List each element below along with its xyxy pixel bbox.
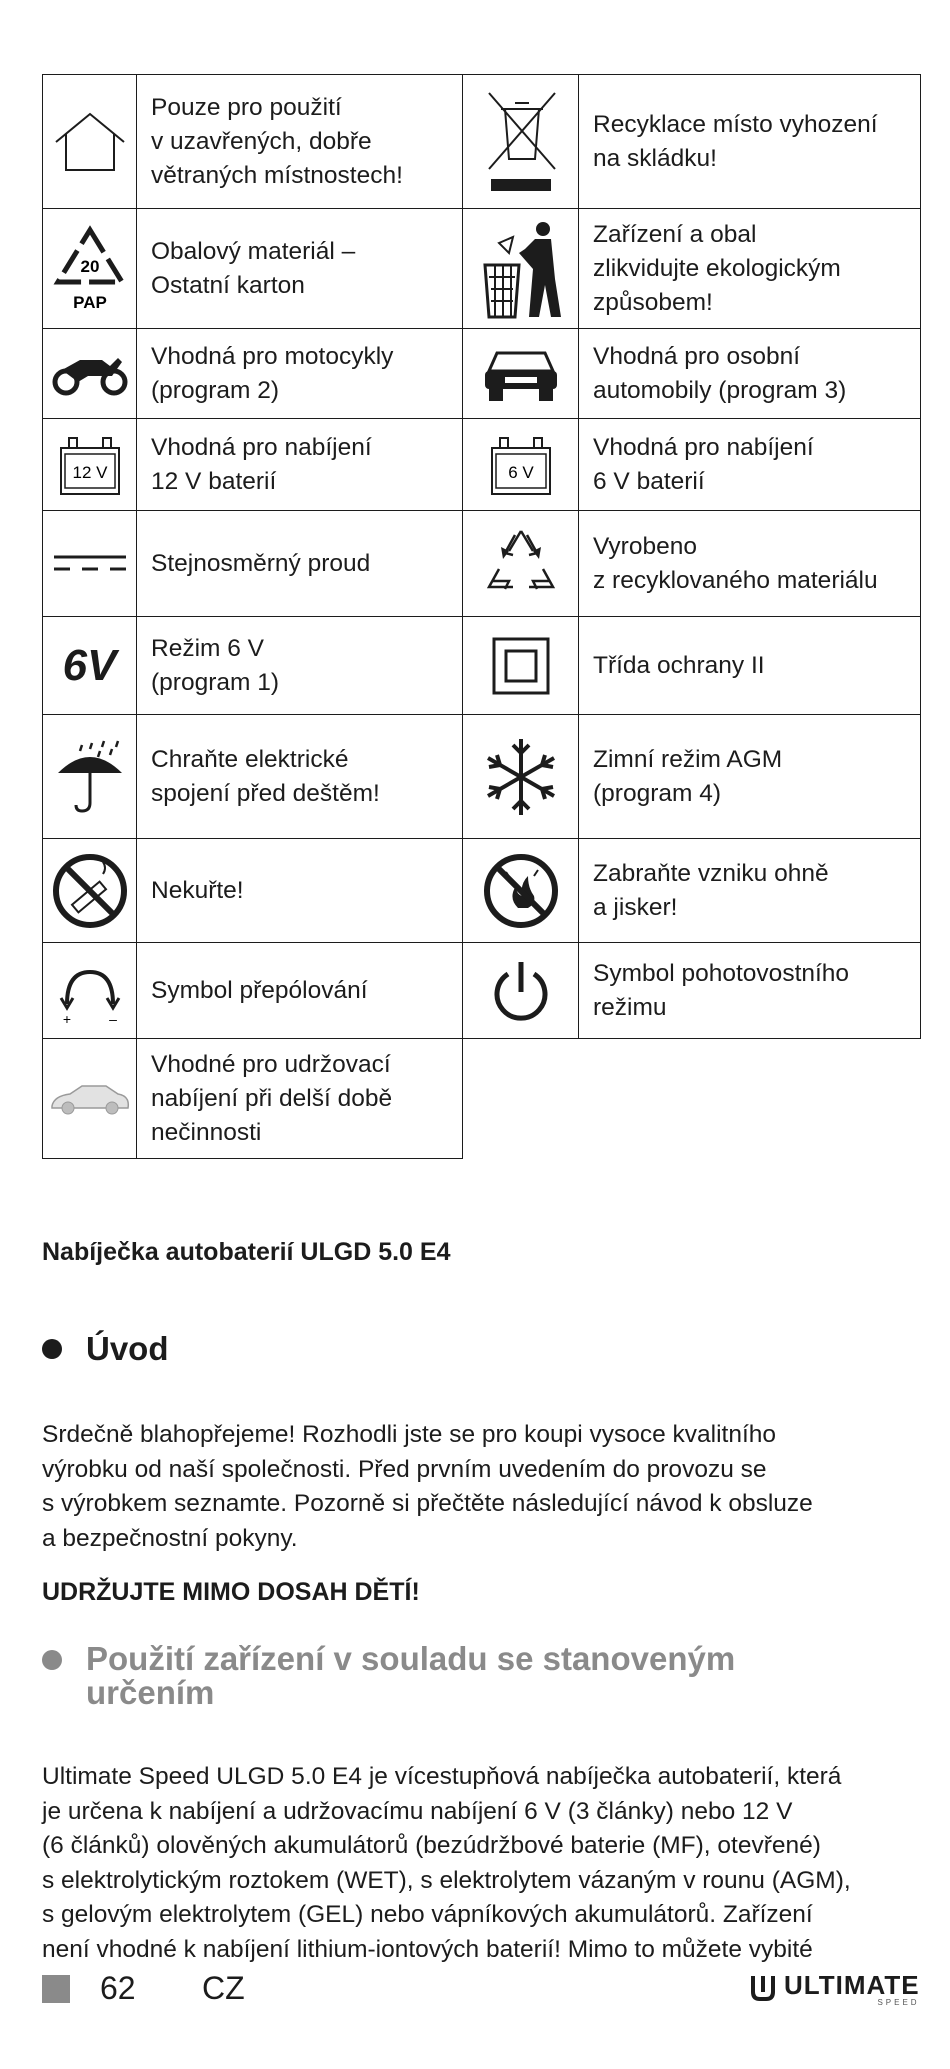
motorcycle-icon-cell (43, 329, 137, 419)
svg-text:+: + (62, 1010, 71, 1026)
battery-12v-icon (57, 432, 123, 498)
product-title: Nabíječka autobaterií ULGD 5.0 E4 (42, 1238, 451, 1266)
car-icon (481, 345, 561, 403)
symbol-description: Symbol pohotovostního režimu (579, 943, 921, 1039)
intended-use-paragraph: Ultimate Speed ULGD 5.0 E4 je vícestupňová nabíječka autobaterií, která je určena k nabíjení a udržovacímu nabíjení 6 V (3 články) nebo 12 V (6 článků) olověných akumulátorů (bezúdržbové baterie (MF), otevřené) s elektrolytickým roztokem (WET), s elektrolytem vázaným v rounu (AGM), s gelovým elektrolytem (GEL) nebo vápníkových akumulátorů. Zařízení není vhodné k nabíjení lithium-iontových baterií! Mimo to můžete vybité (42, 1763, 851, 1963)
intended-use-heading-text: Použití zařízení v souladu se stanoveným určením (86, 1640, 736, 1711)
umbrella-rain-icon-cell (43, 715, 137, 839)
protection-class-ii-icon-cell (463, 617, 579, 715)
svg-text:12 V: 12 V (72, 462, 107, 482)
car-icon-cell (463, 329, 579, 419)
umbrella-rain-icon (52, 737, 128, 817)
6v-mode-icon-cell (43, 617, 137, 715)
page-marker (42, 1975, 70, 2003)
house-icon-cell (43, 75, 137, 209)
parked-car-icon (48, 1082, 132, 1116)
symbol-row (43, 943, 921, 1039)
symbol-row (43, 209, 921, 329)
crossed-bin-icon-cell (463, 75, 579, 209)
symbol-description: Stejnosměrný proud (137, 511, 463, 617)
svg-text:6 V: 6 V (507, 462, 534, 482)
standby-icon-cell (463, 943, 579, 1039)
language-code: CZ (202, 1970, 245, 2006)
direct-current-icon (52, 549, 128, 579)
symbol-description: Obalový materiál – Ostatní karton (137, 209, 463, 329)
intro-paragraph: Srdečně blahopřejeme! Rozhodli jste se pro koupi vysoce kvalitního výrobku od naší společnosti. Před prvním uvedením do provozu se s výrobkem seznamte. Pozorně si přečtěte následující návod k obsluze a bezpečnostní pokyny. (42, 1421, 813, 1552)
svg-text:20: 20 (80, 256, 99, 276)
recycled-icon-cell (463, 511, 579, 617)
symbol-description: Recyklace místo vyhození na skládku! (579, 75, 921, 209)
symbol-description: Vhodná pro osobní automobily (program 3) (579, 329, 921, 419)
snowflake-icon-cell (463, 715, 579, 839)
symbol-row (43, 1039, 921, 1159)
snowflake-icon (481, 737, 561, 817)
tidyman-icon (479, 219, 563, 319)
symbol-description: Vhodná pro nabíjení 6 V baterií (579, 419, 921, 511)
reverse-polarity-icon (55, 956, 125, 1026)
logo-wordmark: ULTIMATE (784, 1970, 920, 2000)
direct-current-icon-cell (43, 511, 137, 617)
symbol-row (43, 715, 921, 839)
symbol-row (43, 511, 921, 617)
logo-mark-icon (748, 1972, 778, 2002)
crossed-bin-icon (481, 87, 561, 197)
symbol-description: Zabraňte vzniku ohně a jisker! (579, 839, 921, 943)
ultimate-speed-logo (748, 1972, 920, 2007)
symbol-description: Zimní režim AGM (program 4) (579, 715, 921, 839)
intended-use-heading (42, 1642, 735, 1710)
symbol-row (43, 419, 921, 511)
svg-text:–: – (108, 1010, 117, 1026)
house-icon (52, 110, 128, 174)
no-smoking-icon-cell (43, 839, 137, 943)
battery-12v-icon-cell (43, 419, 137, 511)
symbol-description: Třída ochrany II (579, 617, 921, 715)
symbol-row (43, 329, 921, 419)
standby-icon (490, 958, 552, 1024)
symbol-row (43, 617, 921, 715)
child-warning: UDRŽUJTE MIMO DOSAH DĚTÍ! (42, 1578, 420, 1606)
no-fire-icon (482, 852, 560, 930)
page-number: 62 (100, 1970, 136, 2006)
symbol-description: Režim 6 V (program 1) (137, 617, 463, 715)
bullet-icon (42, 1339, 62, 1359)
recycling-icon-cell (43, 209, 137, 329)
intro-heading (42, 1330, 169, 1368)
symbol-description: Vyrobeno z recyklovaného materiálu (579, 511, 921, 617)
tidyman-icon-cell (463, 209, 579, 329)
battery-6v-icon (488, 432, 554, 498)
6v-mode-icon: 6V (62, 640, 117, 690)
parked-car-icon-cell (43, 1039, 137, 1159)
symbol-description: Symbol přepólování (137, 943, 463, 1039)
recycled-icon (479, 525, 563, 603)
no-fire-icon-cell (463, 839, 579, 943)
symbol-row (43, 839, 921, 943)
symbols-table (42, 74, 921, 1159)
symbol-description: Vhodná pro motocykly (program 2) (137, 329, 463, 419)
symbol-description: Zařízení a obal zlikvidujte ekologickým způsobem! (579, 209, 921, 329)
no-smoking-icon (51, 852, 129, 930)
recycling-20-pap-icon (52, 224, 128, 314)
protection-class-ii-icon (492, 637, 550, 695)
battery-6v-icon-cell (463, 419, 579, 511)
symbol-description: Pouze pro použití v uzavřených, dobře větraných místnostech! (137, 75, 463, 209)
logo-subtext: SPEED (877, 1998, 920, 2007)
reverse-polarity-icon-cell (43, 943, 137, 1039)
motorcycle-icon (52, 352, 128, 396)
intro-heading-text: Úvod (86, 1330, 169, 1367)
symbol-description: Chraňte elektrické spojení před deštěm! (137, 715, 463, 839)
symbol-description: Nekuřte! (137, 839, 463, 943)
symbol-description: Vhodné pro udržovací nabíjení při delší době nečinnosti (137, 1039, 463, 1159)
bullet-icon (42, 1650, 62, 1670)
svg-text:PAP: PAP (72, 292, 107, 312)
symbol-description: Vhodná pro nabíjení 12 V baterií (137, 419, 463, 511)
symbol-row (43, 75, 921, 209)
